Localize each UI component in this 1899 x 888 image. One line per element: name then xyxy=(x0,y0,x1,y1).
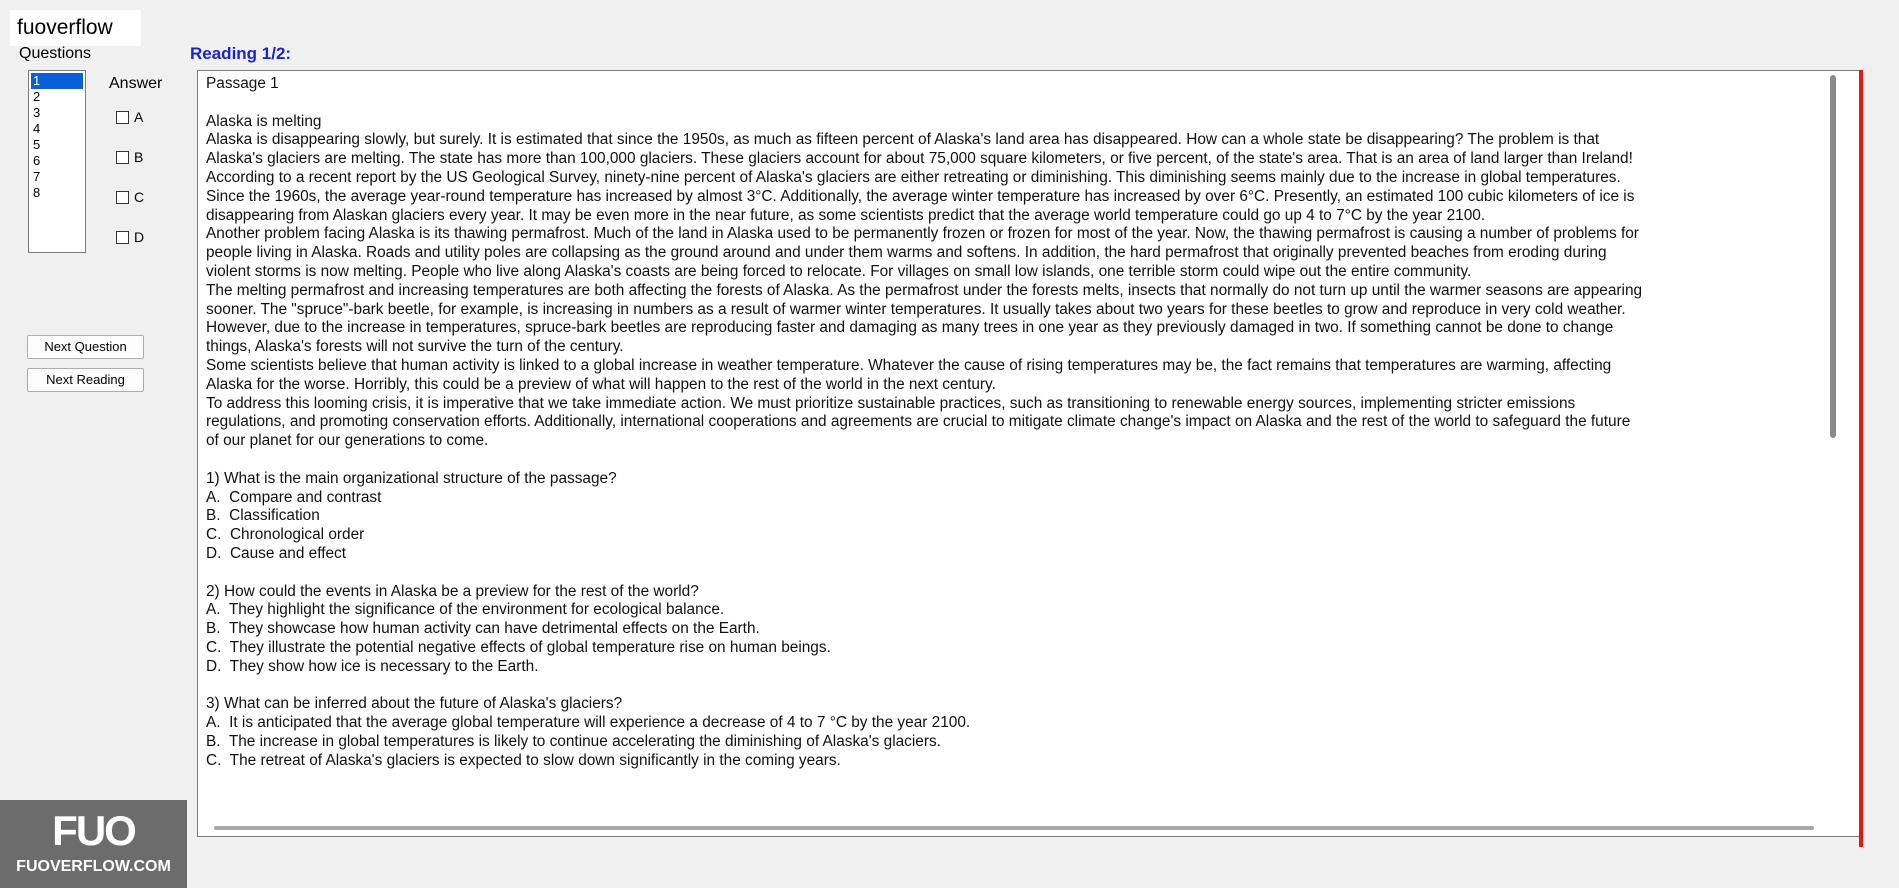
question-item[interactable]: 2 xyxy=(33,89,41,104)
logo-mark: FUO xyxy=(52,807,135,854)
answer-option-b[interactable] xyxy=(116,149,143,165)
reading-header: Reading 1/2: xyxy=(190,44,292,63)
questions-label: Questions xyxy=(19,45,92,62)
answer-option-a[interactable] xyxy=(116,109,143,125)
checkbox[interactable] xyxy=(116,231,129,244)
fuoverflow-logo xyxy=(0,800,187,888)
next-question-button[interactable]: Next Question xyxy=(27,335,144,359)
answer-option-d[interactable] xyxy=(116,229,144,245)
reading-textbox[interactable] xyxy=(197,70,1861,837)
question-list[interactable] xyxy=(28,70,86,253)
red-accent-bar xyxy=(1859,70,1863,847)
option-label: D xyxy=(134,229,145,245)
question-item[interactable]: 7 xyxy=(33,169,41,184)
question-item[interactable]: 4 xyxy=(33,121,41,136)
checkbox[interactable] xyxy=(116,191,129,204)
logo-text: FUOVERFLOW.COM xyxy=(16,858,171,875)
question-item[interactable]: 6 xyxy=(33,153,41,168)
option-label: A xyxy=(134,109,144,125)
question-item[interactable]: 3 xyxy=(33,105,41,120)
checkbox[interactable] xyxy=(116,111,129,124)
question-item[interactable]: 5 xyxy=(33,137,41,152)
answer-option-c[interactable] xyxy=(116,189,144,205)
option-label: C xyxy=(134,189,145,205)
app-title: fuoverflow xyxy=(10,10,141,46)
option-label: B xyxy=(134,149,144,165)
answer-label: Answer xyxy=(109,75,163,92)
question-item[interactable]: 8 xyxy=(33,185,41,200)
horizontal-scroll-thumb[interactable] xyxy=(214,826,1814,830)
next-reading-button[interactable]: Next Reading xyxy=(27,368,144,392)
question-item[interactable]: 1 xyxy=(31,73,83,89)
vertical-scrollbar[interactable] xyxy=(1826,75,1840,825)
checkbox[interactable] xyxy=(116,151,129,164)
reading-content: Passage 1 Alaska is melting Alaska is disappearing slowly, but surely. It is estimated that since the 1950s, as much as fifteen percent of Alaska's land area has disappeared. How can a whole state be disappearing? The problem is that Alaska's glaciers are melting. The state has more than 100,000 glaciers. These glaciers account for about 75,000 square kilometers, or five percent, of the state's area. That is an area of land larger than Ireland! According to a recent report by the US Geological Survey, ninety-nine percent of Alaska's glaciers are either retreating or diminishing. This diminishing seems mainly due to the increase in global temperatures. Since the 1960s, the average year-round temperature has increased by almost 3°C. Additionally, the average winter temperature has increased by over 6°C. Presently, an estimated 100 cubic kilometers of ice is disappearing from Alaskan glaciers every year. It may be even more in the near future, as some scientists predict that the average world temperature could go up 4 to 7°C by the year 2100. Another problem facing Alaska is its thawing permafrost. Much of the land in Alaska used to be permanently frozen or frozen for most of the year. Now, the thawing permafrost is causing a number of problems for people living in Alaska. Roads and utility poles are collapsing as the ground around and under them warms and softens. In addition, the hard permafrost that originally prevented beaches from eroding during violent storms is now melting. People who live along Alaska's coasts are being forced to relocate. For villages on small low islands, one terrible storm could wipe out the entire community. The melting permafrost and increasing temperatures are both affecting the forests of Alaska. As the permafrost under the forests melts, insects that normally do not turn up until the warmer seasons are appearing sooner. The "spruce"-bark beetle, for example, is increasing in numbers as a result of warmer winter temperatures. It usually takes about two years for these beetles to grow and reproduce in very cold weather. However, due to the increase in temperatures, spruce-bark beetles are reproducing faster and damaging as many trees in one year as they previously damaged in two. If something cannot be done to change things, Alaska's forests will not survive the turn of the century. Some scientists believe that human activity is linked to a global increase in weather temperature. Whatever the cause of rising temperatures may be, the fact remains that temperatures are warming, affecting Alaska for the worse. Horribly, this could be a preview of what will happen to the rest of the world in the next century. To address this looming crisis, it is imperative that we take immediate action. We must prioritize sustainable practices, such as transitioning to renewable energy sources, implementing stricter emissions regulations, and promoting conservation efforts. Additionally, international cooperations and agreements are crucial to mitigate climate change's impact on Alaska and the rest of the world to safeguard the future of our planet for our generations to come. 1) What is the main organizational structure of the passage? A. Compare and contrast B. Classification C. Chronological order D. Cause and effect 2) How could the events in Alaska be a preview for the rest of the world? A. They highlight the significance of the environment for ecological balance. B. They showcase how human activity can have detrimental effects on the Earth. C. They illustrate the potential negative effects of global temperature rise on human beings. D. They show how ice is necessary to the Earth. 3) What can be inferred about the future of Alaska's glaciers? A. It is anticipated that the average global temperature will experience a decrease of 4 to 7 °C by the year 2100. B. The increase in global temperatures is likely to continue accelerating the diminishing of Alaska's glaciers. C. The retreat of Alaska's glaciers is expected to slow down significantly in the coming years. xyxy=(206,75,1643,769)
vertical-scroll-thumb[interactable] xyxy=(1830,75,1836,438)
